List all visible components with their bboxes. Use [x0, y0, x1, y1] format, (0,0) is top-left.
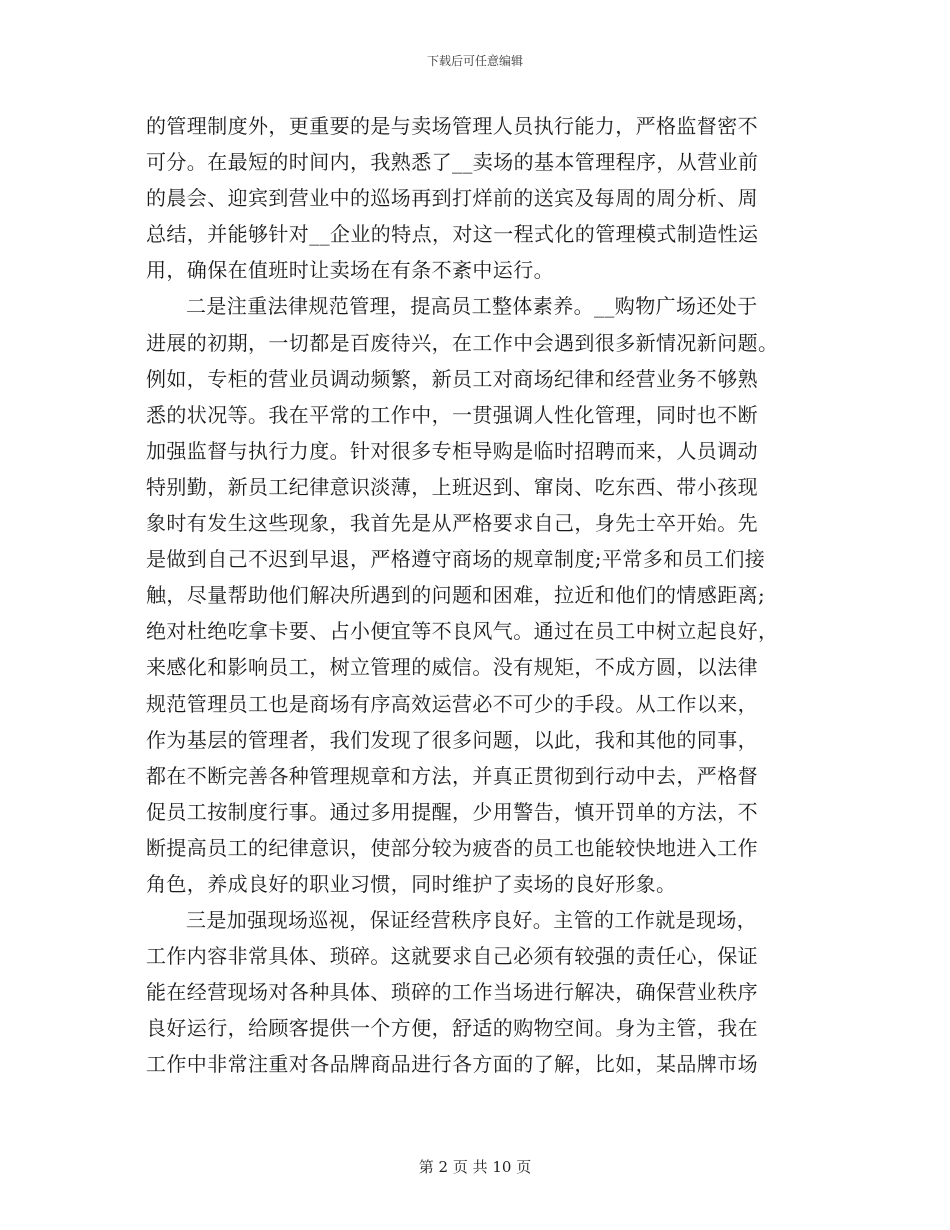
text-line: 悉的状况等。我在平常的工作中，一贯强调人性化管理，同时也不断	[146, 402, 758, 427]
text-line: 角色，养成良好的职业习惯，同时维护了卖场的良好形象。	[146, 871, 677, 896]
text-line: 触，尽量帮助他们解决所遇到的问题和困难，拉近和他们的情感距离;	[146, 583, 766, 608]
text-line: 用，确保在值班时让卖场在有条不紊中运行。	[146, 258, 554, 283]
paragraph-start-line: 三是加强现场巡视，保证经营秩序良好。主管的工作就是现场，	[186, 908, 758, 933]
text-line: 工作中非常注重对各品牌商品进行各方面的了解，比如，某品牌市场	[146, 1052, 758, 1077]
text-line: 作为基层的管理者，我们发现了很多问题，以此，我和其他的同事，	[146, 727, 758, 752]
page-header: 下载后可任意编辑	[426, 54, 523, 68]
text-line: 都在不断完善各种管理规章和方法，并真正贯彻到行动中去，严格督	[146, 763, 758, 788]
text-line: 是做到自己不迟到早退，严格遵守商场的规章制度;平常多和员工们接	[146, 547, 766, 572]
text-line: 绝对杜绝吃拿卡要、占小便宜等不良风气。通过在员工中树立起良好，	[146, 619, 779, 644]
text-line: 特别勤，新员工纪律意识淡薄，上班迟到、窜岗、吃东西、带小孩现	[146, 474, 758, 499]
text-line: 规范管理员工也是商场有序高效运营必不可少的手段。从工作以来，	[146, 691, 758, 716]
text-line: 的管理制度外，更重要的是与卖场管理人员执行能力，严格监督密不	[146, 114, 758, 138]
text-line: 进展的初期，一切都是百废待兴，在工作中会遇到很多新情况新问题。	[146, 330, 779, 355]
text-line: 例如，专柜的营业员调动频繁，新员工对商场纪律和经营业务不够熟	[146, 366, 758, 391]
paragraph-start-line: 二是注重法律规范管理，提高员工整体素养。__购物广场还处于	[186, 294, 758, 319]
page-number: 第 2 页 共 10 页	[418, 1158, 532, 1176]
text-line: 促员工按制度行事。通过多用提醒，少用警告，慎开罚单的方法，不	[146, 799, 758, 824]
text-line: 断提高员工的纪律意识，使部分较为疲沓的员工也能较快地进入工作	[146, 835, 758, 860]
text-line: 良好运行，给顾客提供一个方便，舒适的购物空间。身为主管，我在	[146, 1016, 758, 1041]
text-line: 可分。在最短的时间内，我熟悉了__卖场的基本管理程序，从营业前	[146, 150, 759, 175]
text-line: 加强监督与执行力度。针对很多专柜导购是临时招聘而来，人员调动	[146, 438, 758, 463]
text-line: 的晨会、迎宾到营业中的巡场再到打烊前的送宾及每周的周分析、周	[146, 186, 758, 211]
text-line: 象时有发生这些现象，我首先是从严格要求自己，身先士卒开始。先	[146, 511, 758, 536]
document-body	[146, 108, 806, 1083]
text-line: 总结，并能够针对__企业的特点，对这一程式化的管理模式制造性运	[146, 222, 759, 247]
text-line: 能在经营现场对各种具体、琐碎的工作当场进行解决，确保营业秩序	[146, 980, 758, 1005]
text-line: 来感化和影响员工，树立管理的威信。没有规矩，不成方圆，以法律	[146, 655, 758, 680]
text-line: 工作内容非常具体、琐碎。这就要求自己必须有较强的责任心，保证	[146, 944, 758, 969]
